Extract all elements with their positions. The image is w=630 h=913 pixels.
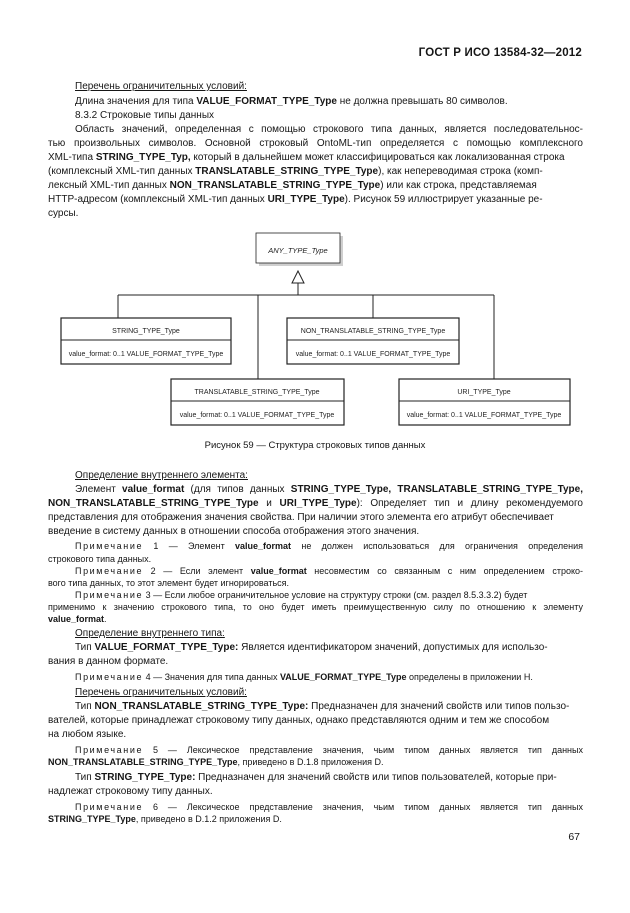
note-1: Примечание 1 — Элемент value_format не должен использоваться для ограничения определения: [75, 541, 583, 551]
diagram-box-name: STRING_TYPE_Type: [112, 328, 180, 335]
type-definition-heading: Определение внутреннего типа:: [75, 628, 225, 639]
diagram-box-attr: value_format: 0..1 VALUE_FORMAT_TYPE_Type: [406, 412, 562, 419]
document-header: ГОСТ Р ИСО 13584-32—2012: [418, 47, 582, 59]
text-line: вания в данном формате.: [48, 656, 169, 667]
text-line: представления для отображения значения свойства. При наличии этого элемента его атрибут обеспечивает: [48, 512, 554, 523]
note-3-end: value_format.: [48, 614, 107, 624]
text-line: тью произвольных символов. Основной строковый OntoML-тип определяется с помощью комплексного: [48, 138, 583, 149]
note-2-cont: вого типа данных, то этот элемент будет игнорироваться.: [48, 578, 290, 588]
section-heading: 8.3.2 Строковые типы данных: [75, 110, 215, 121]
note-4: Примечание 4 — Значения для типа данных VALUE_FORMAT_TYPE_Type определены в приложении H.: [75, 672, 533, 682]
text-line: Элемент value_format (для типов данных STRING_TYPE_Type, TRANSLATABLE_STRING_TYPE_Type,: [75, 484, 583, 495]
note-2: Примечание 2 — Если элемент value_format несовместим со связанным с ним определением строко-: [75, 566, 584, 576]
text-line: надлежат строковому типу данных.: [48, 786, 213, 797]
diagram-box-attr: value_format: 0..1 VALUE_FORMAT_TYPE_Type: [179, 412, 335, 419]
diagram-box-attr: value_format: 0..1 VALUE_FORMAT_TYPE_Type: [68, 351, 224, 358]
note-5-cont: NON_TRANSLATABLE_STRING_TYPE_Type, приведено в D.1.8 приложения D.: [48, 757, 384, 767]
text-line: Тип STRING_TYPE_Type: Предназначен для значений свойств или типов пользователей, которые при-: [75, 772, 557, 783]
text-line: сурсы.: [48, 208, 79, 219]
text-line: Длина значения для типа VALUE_FORMAT_TYPE_Type не должна превышать 80 символов.: [75, 96, 508, 107]
text-line: вателей, которые принадлежат строковому типу данных, однако представляются одним и тем же способом: [48, 715, 550, 726]
diagram-box-name: URI_TYPE_Type: [457, 389, 511, 396]
text-line: (комплексный XML-тип данных TRANSLATABLE_STRING_TYPE_Type), как непереводимая строка (комп-: [48, 166, 543, 177]
note-6: Примечание 6 — Лексическое представление значения, чьим типом данных является тип данных: [75, 802, 583, 812]
diagram-box-name: TRANSLATABLE_STRING_TYPE_Type: [194, 389, 320, 396]
constraints-heading: Перечень ограничительных условий:: [75, 687, 247, 698]
text-line: Тип NON_TRANSLATABLE_STRING_TYPE_Type: Предназначен для значений свойств или типов пользо-: [75, 701, 570, 712]
diagram-box-attr: value_format: 0..1 VALUE_FORMAT_TYPE_Type: [295, 351, 451, 358]
constraints-heading: Перечень ограничительных условий:: [75, 81, 247, 92]
text-line: Тип VALUE_FORMAT_TYPE_Type: Является идентификатором значений, допустимых для использо-: [75, 642, 548, 653]
text-line: XML-типа STRING_TYPE_Typ, который в дальнейшем может классифицироваться как локализованная строка: [48, 152, 565, 163]
diagram-box-name: NON_TRANSLATABLE_STRING_TYPE_Type: [300, 328, 446, 335]
page-number: 67: [568, 831, 580, 843]
text-line: HTTP-адресом (комплексный XML-тип данных URI_TYPE_Type). Рисунок 59 иллюстрирует указанные ре-: [48, 194, 543, 205]
note-6-cont: STRING_TYPE_Type, приведено в D.1.2 приложения D.: [48, 814, 282, 824]
diagram-root-label: ANY_TYPE_Type: [268, 246, 328, 255]
figure-caption: Рисунок 59 — Структура строковых типов данных: [204, 440, 426, 451]
note-5: Примечание 5 — Лексическое представление значения, чьим типом данных является тип данных: [75, 745, 583, 755]
element-definition-heading: Определение внутреннего элемента:: [75, 470, 248, 481]
note-3: Примечание 3 — Если любое ограничительное условие на структуру строки (см. раздел 8.5.3.3.2) будет: [75, 590, 528, 600]
text-line: NON_TRANSLATABLE_STRING_TYPE_Type и URI_TYPE_Type): Определяет тип и длину рекомендуемого: [48, 498, 583, 509]
note-3-cont: применимо к значению строкового типа, то оно будет иметь преимущественную силу по отношению к элементу: [48, 602, 583, 612]
text-line: введение в систему данных в отношении способа отображения этого значения.: [48, 526, 420, 537]
note-1-cont: строкового типа данных.: [48, 554, 152, 564]
text-line: лексный XML-тип данных NON_TRANSLATABLE_STRING_TYPE_Type) или как строка, представляемая: [48, 180, 537, 191]
text-line: на любом языке.: [48, 729, 127, 740]
text-line: Область значений, определенная с помощью строкового типа данных, является последовательнос-: [75, 124, 583, 135]
